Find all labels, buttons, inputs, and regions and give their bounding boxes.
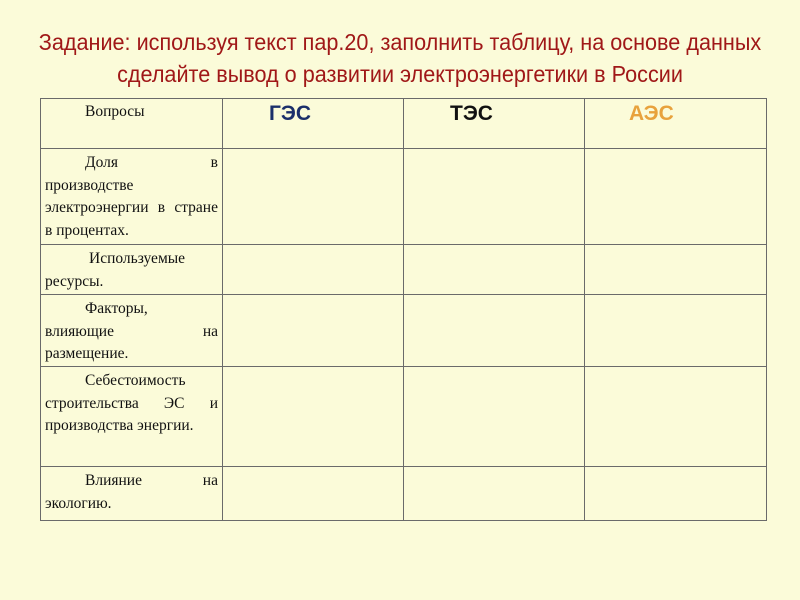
cell-ges-cost[interactable] bbox=[223, 367, 404, 467]
cell-tes-share[interactable] bbox=[404, 149, 585, 245]
question-cost-cell: Себестоимость строительства ЭС и производства энергии. bbox=[41, 367, 223, 467]
question-resources-cell: Используемые ресурсы. bbox=[41, 245, 223, 295]
header-ges: ГЭС bbox=[223, 99, 404, 149]
cell-ges-ecology[interactable] bbox=[223, 467, 404, 521]
energy-table bbox=[40, 98, 767, 521]
header-row bbox=[41, 99, 767, 149]
cell-tes-factors[interactable] bbox=[404, 295, 585, 367]
header-tes: ТЭС bbox=[404, 99, 585, 149]
table-row bbox=[41, 295, 767, 367]
question-share-cell: Доля в производстве электроэнергии в стране в процентах. bbox=[41, 149, 223, 245]
header-questions: Вопросы bbox=[41, 99, 223, 149]
cell-aes-ecology[interactable] bbox=[585, 467, 767, 521]
cell-ges-share[interactable] bbox=[223, 149, 404, 245]
cell-tes-ecology[interactable] bbox=[404, 467, 585, 521]
table-row bbox=[41, 367, 767, 467]
cell-ges-factors[interactable] bbox=[223, 295, 404, 367]
cell-ges-resources[interactable] bbox=[223, 245, 404, 295]
question-factors-cell: Факторы, влияющие на размещение. bbox=[41, 295, 223, 367]
table-row bbox=[41, 245, 767, 295]
cell-tes-resources[interactable] bbox=[404, 245, 585, 295]
header-aes: АЭС bbox=[585, 99, 767, 149]
title-line-1: Задание: используя текст пар.20, заполнить таблицу, на основе данных bbox=[38, 29, 762, 55]
cell-aes-share[interactable] bbox=[585, 149, 767, 245]
cell-tes-cost[interactable] bbox=[404, 367, 585, 467]
slide-title bbox=[24, 26, 776, 90]
table-row bbox=[41, 149, 767, 245]
question-ecology-cell: Влияние на экологию. bbox=[41, 467, 223, 521]
cell-aes-factors[interactable] bbox=[585, 295, 767, 367]
cell-aes-cost[interactable] bbox=[585, 367, 767, 467]
cell-aes-resources[interactable] bbox=[585, 245, 767, 295]
title-line-2: сделайте вывод о развитии электроэнергетики в России bbox=[117, 61, 683, 87]
table-row bbox=[41, 467, 767, 521]
